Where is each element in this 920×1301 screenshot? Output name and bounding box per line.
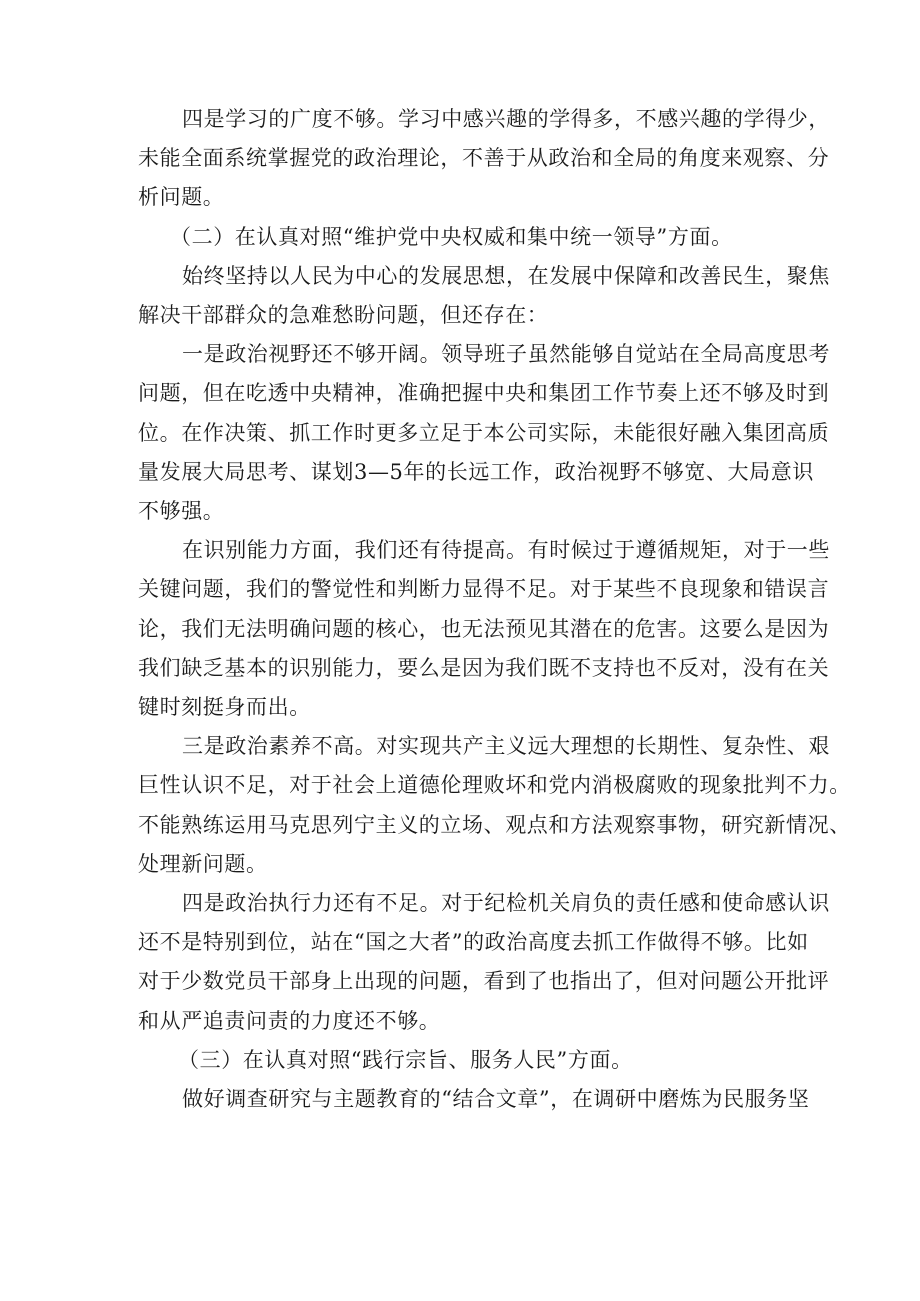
text-line: 始终坚持以人民为中心的发展思想，在发展中保障和改善民生，聚焦 xyxy=(182,263,830,288)
text-line: 论，我们无法明确问题的核心，也无法预见其潜在的危害。这要么是因为 xyxy=(138,616,830,641)
text-line: 问题，但在吃透中央精神，准确把握中央和集团工作节奏上还不够及时到 xyxy=(138,381,830,406)
text-line: 关键问题，我们的警觉性和判断力显得不足。对于某些不良现象和错误言 xyxy=(138,577,830,602)
paragraph xyxy=(138,1080,810,1119)
text-line: 三是政治素养不高。对实现共产主义远大理想的长期性、复杂性、艰 xyxy=(182,734,830,759)
paragraph xyxy=(138,100,830,218)
paragraph xyxy=(138,531,830,727)
text-line: 在识别能力方面，我们还有待提高。有时候过于遵循规矩，对于一些 xyxy=(182,538,830,563)
text-line: 键时刻挺身而出。 xyxy=(138,695,311,720)
text-line: 不能熟练运用马克思列宁主义的立场、观点和方法观察事物，研究新情况、 xyxy=(138,812,851,837)
text-line: 未能全面系统掌握党的政治理论，不善于从政治和全局的角度来观察、分 xyxy=(138,146,830,171)
text-line: 巨性认识不足，对于社会上道德伦理败坏和党内消极腐败的现象批判不力。 xyxy=(138,773,851,798)
text-line: 还不是特别到位，站在“国之大者”的政治高度去抓工作做得不够。比如 xyxy=(138,930,809,955)
text-line: 位。在作决策、抓工作时更多立足于本公司实际，未能很好融入集团高质 xyxy=(138,420,830,445)
paragraph xyxy=(138,257,830,335)
text-line: 量发展大局思考、谋划3—5年的长远工作，政治视野不够宽、大局意识 xyxy=(138,459,814,484)
text-line: 处理新问题。 xyxy=(138,851,268,876)
text-line: 我们缺乏基本的识别能力，要么是因为我们既不支持也不反对，没有在关 xyxy=(138,655,830,680)
text-line: 做好调查研究与主题教育的“结合文章”，在调研中磨炼为民服务坚 xyxy=(182,1087,810,1112)
section-heading: （三）在认真对照“践行宗旨、服务人民”方面。 xyxy=(178,1047,633,1072)
paragraph xyxy=(138,335,830,531)
document-page xyxy=(138,100,851,1119)
text-line: 四是政治执行力还有不足。对于纪检机关肩负的责任感和使命感认识 xyxy=(182,891,830,916)
text-line: 和从严追责问责的力度还不够。 xyxy=(138,1008,441,1033)
paragraph xyxy=(138,727,851,884)
text-line: 不够强。 xyxy=(138,499,225,524)
text-line: 对于少数党员干部身上出现的问题，看到了也指出了，但对问题公开批评 xyxy=(138,969,830,994)
paragraph xyxy=(138,884,830,1041)
section-heading: （二）在认真对照“维护党中央权威和集中统一领导”方面。 xyxy=(170,224,733,249)
text-line: 析问题。 xyxy=(138,185,225,210)
text-line: 解决干部群众的急难愁盼问题，但还存在： xyxy=(138,303,549,328)
text-line: 一是政治视野还不够开阔。领导班子虽然能够自觉站在全局高度思考 xyxy=(182,342,830,367)
text-line: 四是学习的广度不够。学习中感兴趣的学得多，不感兴趣的学得少， xyxy=(182,107,830,131)
